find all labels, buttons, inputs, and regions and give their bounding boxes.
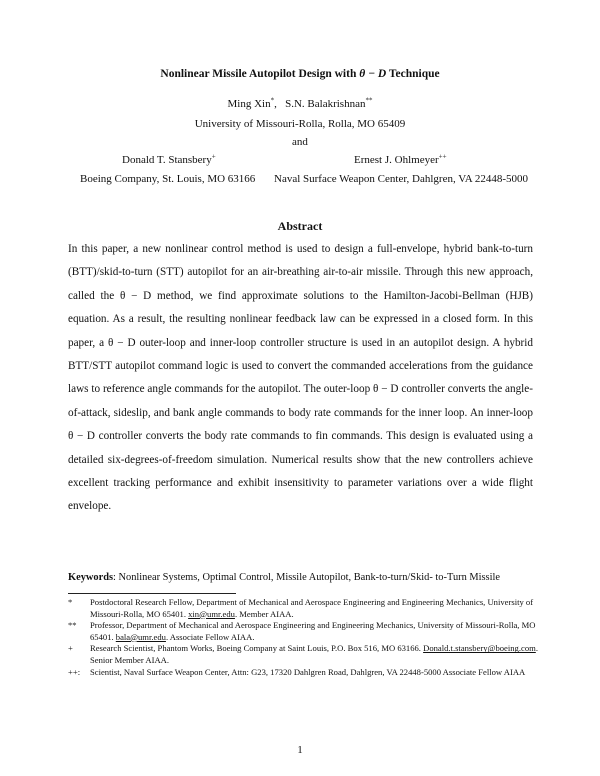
author-ohlmeyer [354, 154, 447, 166]
title-suffix: Technique [386, 68, 440, 80]
and-text: and [292, 136, 308, 148]
authors-line [0, 98, 600, 110]
author-stansbery [122, 154, 216, 166]
author-balakrishnan: S.N. Balakrishnan [285, 98, 366, 110]
author-stansbery-mark: + [211, 152, 216, 161]
footnote-mark: ** [68, 620, 77, 631]
author-xin-mark: * [270, 96, 275, 105]
footnote-mark: ++: [68, 666, 81, 677]
author-stansbery-name: Donald T. Stansbery [122, 154, 212, 166]
authors-separator: , [274, 98, 286, 110]
footnote-text: Scientist, Naval Surface Weapon Center, Attn: G23, 17320 Dahlgren Road, Dahlgren, VA 22448-5000 Associate Fellow AIAA [90, 666, 526, 677]
abstract-body: In this paper, a new nonlinear control method is used to design a full-envelope, hybrid bank-to-turn (BTT)/skid-to-turn (STT) autopilot for an air-breathing air-to-air missile. Through this new approach, called the θ − D method, we find approximate solutions to the Hamilton-Jacobi-Bellman (HJB) equation. As a result, the resulting nonlinear feedback law can be expressed in a closed form. In this paper, a θ − D outer-loop and inner-loop controller structure is used in an autopilot design. A hybrid BTT/STT autopilot command logic is used to convert the commanded accelerations from the guidance laws to reference angle commands for the autopilot. The outer-loop θ − D controller converts the angle-of-attack, sideslip, and bank angle commands to body rate commands for the inner loop. An inner-loop θ − D controller converts the body rate commands to fin commands. This design is evaluated using a detailed six-degrees-of-freedom simulation. Numerical results show that the new controllers achieve excellent tracking performance and exhibit insensitivity to parameter variations over a wide flight envelope. [68, 243, 533, 513]
title-theta-d: θ − D [359, 68, 387, 80]
footnote-xin [68, 597, 544, 620]
affiliation-main: University of Missouri-Rolla, Rolla, MO 65409 [194, 118, 406, 130]
footnote-mark: + [68, 643, 73, 654]
author-ohlmeyer-name: Ernest J. Ohlmeyer [354, 154, 439, 166]
footnotes [68, 597, 544, 678]
paper-title [0, 68, 600, 80]
affiliation-naval: Naval Surface Weapon Center, Dahlgren, VA 22448-5000 [274, 173, 529, 185]
author-balakrishnan-mark: ** [365, 96, 373, 105]
footnote-text: Professor, Department of Mechanical and Aerospace Engineering and Engineering Mechanics, University of Missouri-Rolla, MO 65401. bala@umr.edu. Associate Fellow AIAA. [90, 620, 536, 642]
author-xin: Ming Xin [227, 98, 271, 110]
email-link-stansbery[interactable]: Donald.t.stansbery@boeing.com [423, 643, 536, 654]
abstract-heading: Abstract [277, 219, 323, 233]
footnote-balakrishnan [68, 620, 544, 643]
footnote-stansbery [68, 643, 544, 666]
footnote-divider [68, 593, 236, 594]
email-link-bala[interactable]: bala@umr.edu [115, 631, 166, 642]
footnote-text: Research Scientist, Phantom Works, Boeing Company at Saint Louis, P.O. Box 516, MO 63166. Donald.t.stansbery@boeing.com. Senior Member AIAA. [90, 643, 538, 665]
keywords-line [68, 572, 500, 583]
footnote-text: Postdoctoral Research Fellow, Department of Mechanical and Aerospace Engineering and Engineering Mechanics, University of Missouri-Rolla, MO 65401. xin@umr.edu. Member AIAA. [90, 597, 534, 619]
email-link-xin[interactable]: xin@umr.edu [188, 608, 235, 619]
footnote-ohlmeyer [68, 667, 544, 679]
author-ohlmeyer-mark: ++ [438, 152, 447, 161]
keywords-label: Keywords [68, 572, 114, 583]
title-text: Nonlinear Missile Autopilot Design with [160, 68, 360, 80]
page-number: 1 [297, 744, 303, 756]
footnote-mark: * [68, 597, 73, 607]
affiliation-boeing: Boeing Company, St. Louis, MO 63166 [80, 173, 256, 185]
keywords-text: : Nonlinear Systems, Optimal Control, Missile Autopilot, Bank-to-turn/Skid- to-Turn Missile [113, 572, 500, 583]
